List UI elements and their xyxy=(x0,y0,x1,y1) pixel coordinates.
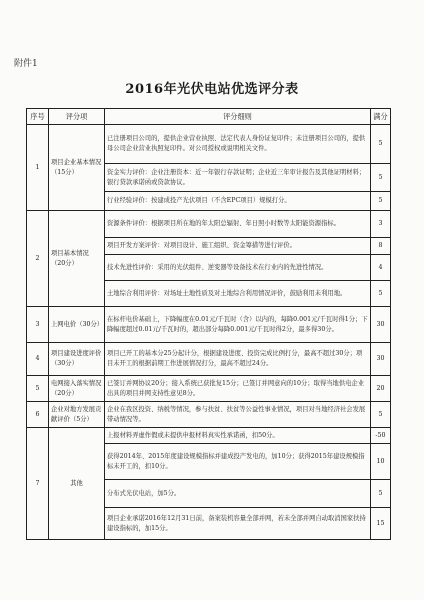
scoring-table xyxy=(26,108,391,540)
row-score: 10 xyxy=(371,444,391,480)
header-detail: 评分细则 xyxy=(105,109,371,125)
row-score: 5 xyxy=(371,281,391,307)
row-detail: 已注册项目公司的，提供企业营业执照、法定代表人身份证复印件；未注册项目公司的，提供母公司企业营业执照复印件。对公司授权或说明相关文件。 xyxy=(105,125,371,164)
row-detail: 资金实力评价：企业注册资本：近一年银行存款证明；企业近三年审计报告及其他证明材料；银行贷款承诺函或贷款协议。 xyxy=(105,164,371,192)
row-score: 5 xyxy=(371,164,391,192)
group-seq: 1 xyxy=(27,125,49,211)
row-detail: 项目已开工的基本分25分起计分，根据建设进度、投资完成比例打分，最高不超过30分；项目未开工的根据前期工作进展情况打分，最高不超过24分。 xyxy=(105,343,371,376)
row-detail: 行业经验评价：按建成投产光伏项目（不含EPC项目）规模打分。 xyxy=(105,192,371,211)
header-seq: 序号 xyxy=(27,109,49,125)
attachment-label: 附件1 xyxy=(14,59,38,69)
group-seq: 2 xyxy=(27,211,49,307)
row-detail: 分布式光伏电站，加5分。 xyxy=(105,480,371,508)
row-score: 5 xyxy=(371,402,391,428)
row-score: -50 xyxy=(371,428,391,444)
row-detail: 项目开发方案评价：对项目设计、施工组织、资金筹措等进行评价。 xyxy=(105,238,371,255)
group-item: 电网接入落实情况（20分） xyxy=(49,376,105,402)
group-item: 上网电价（30分） xyxy=(49,307,105,343)
table-row xyxy=(27,307,391,343)
row-detail: 土地综合利用评价：对场址土地性质及对土地综合利用情况评价，鼓励利用未利用地。 xyxy=(105,281,371,307)
table-row xyxy=(27,343,391,376)
group-seq: 6 xyxy=(27,402,49,428)
row-detail: 技术先进性评价：采用的光伏组件、逆变器等设备技术在行业内的先进性情况。 xyxy=(105,255,371,281)
document-title: 2016年光伏电站优选评分表 xyxy=(125,82,299,97)
header-row xyxy=(27,109,391,125)
row-detail: 已签订并网协议20分；接入系统已获批复15分；已签订并网意向的10分；取得当地供电企业出具的项目并网支持性意见8分。 xyxy=(105,376,371,402)
row-score: 5 xyxy=(371,480,391,508)
group-item: 项目企业基本情况（15分） xyxy=(49,125,105,211)
row-score: 5 xyxy=(371,125,391,164)
row-detail: 获得2014年、2015年度建设规模指标并建成投产发电的，加10分；获得2015年建设规模指标未开工的，扣10分。 xyxy=(105,444,371,480)
row-score: 4 xyxy=(371,255,391,281)
group-seq: 4 xyxy=(27,343,49,376)
group-item: 项目建设进度评价（30分） xyxy=(49,343,105,376)
row-score: 30 xyxy=(371,307,391,343)
group-seq: 5 xyxy=(27,376,49,402)
table-row xyxy=(27,402,391,428)
row-score: 3 xyxy=(371,211,391,238)
row-score: 8 xyxy=(371,238,391,255)
header-score: 满分 xyxy=(371,109,391,125)
row-score: 20 xyxy=(371,376,391,402)
table-row xyxy=(27,211,391,238)
group-seq: 7 xyxy=(27,428,49,540)
row-score: 15 xyxy=(371,508,391,540)
group-item: 其他 xyxy=(49,428,105,540)
header-item: 评分项 xyxy=(49,109,105,125)
table-row xyxy=(27,125,391,164)
row-detail: 项目企业承诺2016年12月31日前，备案装机容量全部并网，若未全部并网自动取消国家扶持建设指标的，加15分。 xyxy=(105,508,371,540)
row-detail: 上报材料弄虚作假或未提供申报材料真实性承诺函，扣50分。 xyxy=(105,428,371,444)
group-item: 项目基本情况（20分） xyxy=(49,211,105,307)
row-score: 5 xyxy=(371,192,391,211)
row-detail: 资源条件评价：根据项目所在地的年太阳总辐射、年日照小时数等太阳能资源指标。 xyxy=(105,211,371,238)
group-item: 企业对地方发展贡献评价（5分） xyxy=(49,402,105,428)
group-seq: 3 xyxy=(27,307,49,343)
row-detail: 企业在我区投资、纳税等情况，参与扶贫、扶贫等公益性事业情况，项目对当地经济社会发展带动情况等。 xyxy=(105,402,371,428)
row-score: 30 xyxy=(371,343,391,376)
row-detail: 在标杆电价基础上，下降幅度在0.01元/千瓦时（含）以内的，每降0.001元/千瓦时得1分；下降幅度超过0.01元/千瓦时的，超出部分每降0.001元/千瓦时得2分，最多得30分。 xyxy=(105,307,371,343)
table-row xyxy=(27,428,391,444)
table-row xyxy=(27,376,391,402)
